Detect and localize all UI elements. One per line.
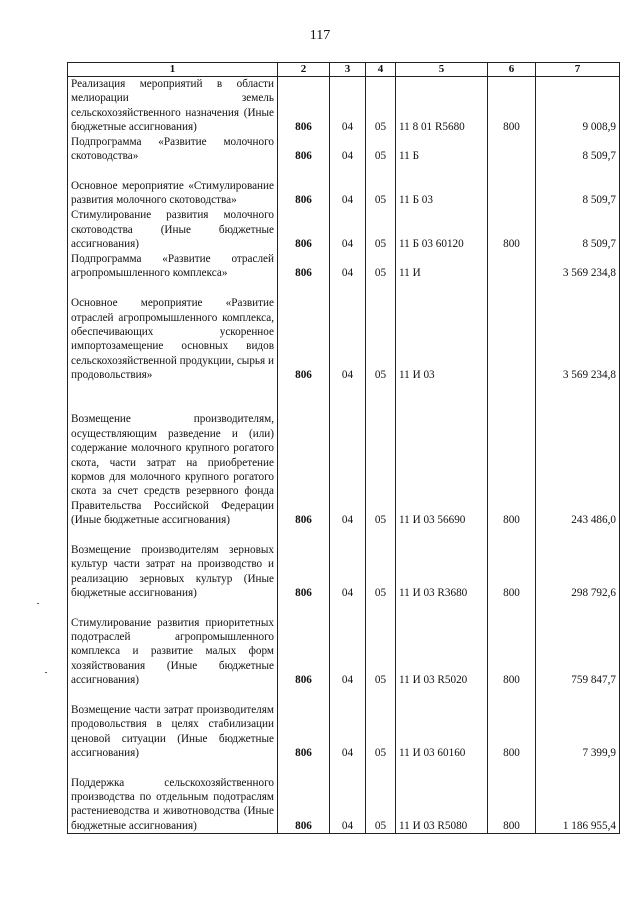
row-target-article: 11 И (396, 252, 488, 281)
row-expense-type: 800 (488, 688, 536, 761)
column-header-2: 2 (278, 63, 330, 77)
table-row (68, 383, 620, 528)
row-target-article: 11 Б 03 60120 (396, 208, 488, 252)
row-target-article: 11 И 03 R3680 (396, 528, 488, 601)
scan-speck (45, 672, 47, 673)
row-target-article: 11 И 03 (396, 281, 488, 383)
row-code-ministry: 806 (278, 281, 330, 383)
table-row (68, 77, 620, 135)
row-subsection: 05 (366, 281, 396, 383)
row-amount: 298 792,6 (536, 528, 620, 601)
table-row (68, 252, 620, 281)
row-subsection: 05 (366, 77, 396, 135)
row-target-article: 11 И 03 60160 (396, 688, 488, 761)
table-header-row (68, 63, 620, 77)
row-target-article: 11 Б (396, 135, 488, 164)
row-expense-type (488, 164, 536, 208)
table-row (68, 281, 620, 383)
row-section: 04 (330, 164, 366, 208)
table-row (68, 164, 620, 208)
row-expense-type (488, 135, 536, 164)
row-amount: 7 399,9 (536, 688, 620, 761)
row-subsection: 05 (366, 601, 396, 688)
table-row (68, 761, 620, 834)
table-row (68, 208, 620, 252)
row-subsection: 05 (366, 208, 396, 252)
row-code-ministry: 806 (278, 164, 330, 208)
row-amount: 8 509,7 (536, 208, 620, 252)
row-amount: 8 509,7 (536, 164, 620, 208)
column-header-1: 1 (68, 63, 278, 77)
row-expense-type: 800 (488, 77, 536, 135)
row-name: Подпрограмма «Развитие молочного скотоводства» (68, 135, 278, 164)
table-row (68, 601, 620, 688)
row-code-ministry: 806 (278, 77, 330, 135)
row-section: 04 (330, 208, 366, 252)
row-expense-type (488, 281, 536, 383)
page-number: 117 (309, 28, 331, 43)
row-amount: 8 509,7 (536, 135, 620, 164)
row-section: 04 (330, 135, 366, 164)
row-subsection: 05 (366, 383, 396, 528)
table-row (68, 528, 620, 601)
row-section: 04 (330, 761, 366, 834)
row-expense-type: 800 (488, 528, 536, 601)
row-name: Возмещение части затрат производителям продовольствия в целях стабилизации ценовой ситуации (Иные бюджетные ассигнования) (68, 688, 278, 761)
scan-speck (37, 603, 39, 604)
row-name: Возмещение производителям зерновых культур части затрат на производство и реализацию зерновых культур (Иные бюджетные ассигнования) (68, 528, 278, 601)
row-name: Стимулирование развития приоритетных подотраслей агропромышленного комплекса и развитие малых форм хозяйствования (Иные бюджетные ассигнования) (68, 601, 278, 688)
row-section: 04 (330, 383, 366, 528)
column-header-3: 3 (330, 63, 366, 77)
row-amount: 3 569 234,8 (536, 252, 620, 281)
row-target-article: 11 И 03 R5080 (396, 761, 488, 834)
row-amount: 3 569 234,8 (536, 281, 620, 383)
row-subsection: 05 (366, 761, 396, 834)
row-section: 04 (330, 281, 366, 383)
row-expense-type: 800 (488, 761, 536, 834)
row-code-ministry: 806 (278, 688, 330, 761)
row-code-ministry: 806 (278, 528, 330, 601)
row-code-ministry: 806 (278, 135, 330, 164)
row-code-ministry: 806 (278, 208, 330, 252)
row-code-ministry: 806 (278, 383, 330, 528)
row-subsection: 05 (366, 528, 396, 601)
row-target-article: 11 Б 03 (396, 164, 488, 208)
column-header-4: 4 (366, 63, 396, 77)
row-target-article: 11 И 03 R5020 (396, 601, 488, 688)
row-name: Возмещение производителям, осуществляющим разведение и (или) содержание молочного крупного рогатого скота, части затрат на приобретение кормов для молочного крупного рогатого скота за счет средств резервного фонда Правительства Российской Федерации (Иные бюджетные ассигнования) (68, 383, 278, 528)
row-section: 04 (330, 252, 366, 281)
row-target-article: 11 И 03 56690 (396, 383, 488, 528)
row-name: Основное мероприятие «Развитие отраслей агропромышленного комплекса, обеспечивающих ускоренное импортозамещение основных видов сельскохозяйственной продукции, сырья и продовольствия» (68, 281, 278, 383)
column-header-5: 5 (396, 63, 488, 77)
row-expense-type: 800 (488, 208, 536, 252)
table-row (68, 135, 620, 164)
row-subsection: 05 (366, 252, 396, 281)
row-expense-type: 800 (488, 383, 536, 528)
row-code-ministry: 806 (278, 601, 330, 688)
column-header-7: 7 (536, 63, 620, 77)
row-amount: 1 186 955,4 (536, 761, 620, 834)
column-header-6: 6 (488, 63, 536, 77)
row-amount: 243 486,0 (536, 383, 620, 528)
row-name: Подпрограмма «Развитие отраслей агропромышленного комплекса» (68, 252, 278, 281)
row-expense-type (488, 252, 536, 281)
row-name: Основное мероприятие «Стимулирование развития молочного скотоводства» (68, 164, 278, 208)
row-target-article: 11 8 01 R5680 (396, 77, 488, 135)
budget-table (67, 62, 620, 834)
row-name: Реализация мероприятий в области мелиорации земель сельскохозяйственного назначения (Иные бюджетные ассигнования) (68, 77, 278, 135)
row-amount: 9 008,9 (536, 77, 620, 135)
row-subsection: 05 (366, 135, 396, 164)
row-section: 04 (330, 528, 366, 601)
row-section: 04 (330, 77, 366, 135)
row-code-ministry: 806 (278, 252, 330, 281)
row-section: 04 (330, 601, 366, 688)
row-section: 04 (330, 688, 366, 761)
row-subsection: 05 (366, 688, 396, 761)
row-expense-type: 800 (488, 601, 536, 688)
table-row (68, 688, 620, 761)
row-subsection: 05 (366, 164, 396, 208)
row-amount: 759 847,7 (536, 601, 620, 688)
row-code-ministry: 806 (278, 761, 330, 834)
row-name: Стимулирование развития молочного скотоводства (Иные бюджетные ассигнования) (68, 208, 278, 252)
row-name: Поддержка сельскохозяйственного производства по отдельным подотраслям растениеводства и животноводства (Иные бюджетные ассигнования) (68, 761, 278, 834)
